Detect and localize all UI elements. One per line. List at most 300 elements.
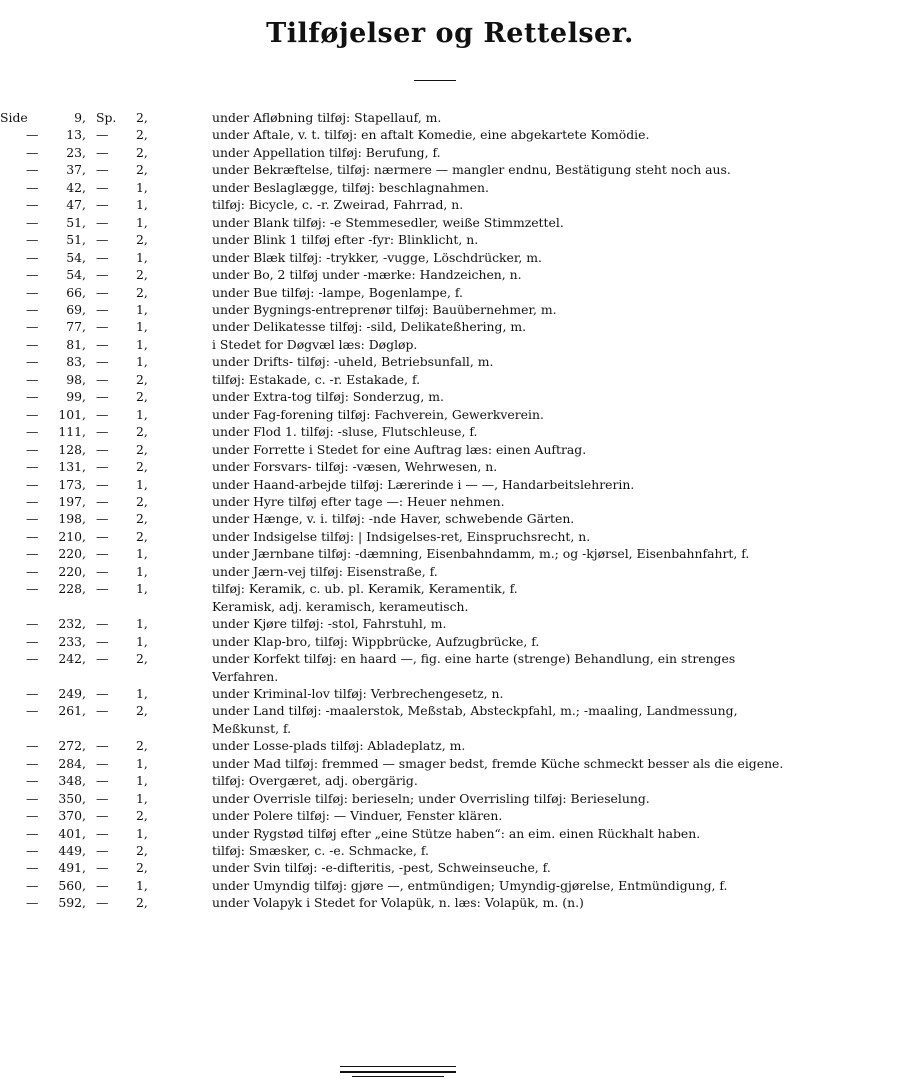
column-number: 2, bbox=[136, 651, 148, 667]
entry-text: under Bygnings-entreprenør tilføj: Bauübernehmer, m. bbox=[212, 301, 557, 317]
column-number: 2, bbox=[136, 389, 148, 405]
ditto-dash: — bbox=[26, 336, 39, 352]
page-number: 220, bbox=[58, 563, 86, 579]
ditto-dash: — bbox=[96, 843, 109, 859]
entry-row bbox=[0, 476, 895, 493]
ditto-dash: — bbox=[26, 406, 39, 422]
page-number: 272, bbox=[58, 738, 86, 754]
page-number: 261, bbox=[58, 703, 86, 719]
entry-reference bbox=[0, 266, 212, 283]
footer-ornament-rule-bottom bbox=[352, 1076, 444, 1077]
entry-continuation-line bbox=[0, 668, 895, 685]
entry-text: i Stedet for Døgvæl læs: Døgløp. bbox=[212, 336, 418, 352]
ditto-dash: — bbox=[96, 319, 109, 335]
entry-text: under Haand-arbejde tilføj: Lærerinde i — —, Handarbeitslehrerin. bbox=[212, 476, 635, 492]
page-number: 284, bbox=[58, 755, 86, 771]
column-number: 2, bbox=[136, 703, 148, 719]
page-number: 99, bbox=[66, 389, 86, 405]
entry-row bbox=[0, 458, 895, 475]
column-number: 1, bbox=[136, 406, 148, 422]
ditto-dash: — bbox=[26, 581, 39, 597]
ditto-dash: — bbox=[96, 336, 109, 352]
entry-text: under Korfekt tilføj: en haard —, fig. eine harte (strenge) Behandlung, ein strenges bbox=[212, 651, 736, 667]
entry-text: under Flod 1. tilføj: -sluse, Flutschleuse, f. bbox=[212, 424, 478, 440]
entry-row bbox=[0, 301, 895, 318]
ditto-dash: — bbox=[96, 546, 109, 562]
entry-reference bbox=[0, 196, 212, 213]
entry-reference bbox=[0, 388, 212, 405]
entry-row bbox=[0, 388, 895, 405]
ditto-dash: — bbox=[26, 476, 39, 492]
ditto-dash: — bbox=[26, 738, 39, 754]
column-number: 1, bbox=[136, 319, 148, 335]
entry-text: under Aftale, v. t. tilføj: en aftalt Komedie, eine abgekartete Komödie. bbox=[212, 127, 650, 143]
ditto-dash: — bbox=[26, 284, 39, 300]
entry-row bbox=[0, 493, 895, 510]
entry-text: under Overrisle tilføj: berieseln; under Overrisling tilføj: Berieselung. bbox=[212, 790, 650, 806]
ditto-dash: — bbox=[96, 755, 109, 771]
ditto-dash: — bbox=[26, 528, 39, 544]
page-number: 83, bbox=[66, 354, 86, 370]
entry-reference bbox=[0, 702, 212, 719]
page-number: 197, bbox=[58, 493, 86, 509]
page-number: 9, bbox=[74, 110, 86, 125]
ditto-dash: — bbox=[96, 581, 109, 597]
entry-text: under Extra-tog tilføj: Sonderzug, m. bbox=[212, 389, 444, 405]
page-number: 47, bbox=[66, 197, 86, 213]
entry-row bbox=[0, 790, 895, 807]
ditto-dash: — bbox=[96, 144, 109, 160]
column-number: 1, bbox=[136, 214, 148, 230]
ditto-dash: — bbox=[26, 790, 39, 806]
entry-text: under Jærn-vej tilføj: Eisenstraße, f. bbox=[212, 563, 438, 579]
entry-text: under Rygstød tilføj efter „eine Stütze haben“: an eim. einen Rückhalt haben. bbox=[212, 825, 701, 841]
page-title: Tilføjelser og Rettelser. bbox=[266, 18, 634, 49]
entry-reference bbox=[0, 336, 212, 353]
ditto-dash: — bbox=[96, 633, 109, 649]
ditto-dash: — bbox=[26, 825, 39, 841]
entry-row bbox=[0, 423, 895, 440]
entry-continuation-line bbox=[0, 598, 895, 615]
entry-row bbox=[0, 441, 895, 458]
column-number: 2, bbox=[136, 738, 148, 754]
column-number: 1, bbox=[136, 581, 148, 597]
column-number: 2, bbox=[136, 511, 148, 527]
ditto-dash: — bbox=[26, 371, 39, 387]
entry-text: under Afløbning tilføj: Stapellauf, m. bbox=[212, 110, 442, 125]
entry-reference bbox=[0, 179, 212, 196]
ditto-dash: — bbox=[26, 249, 39, 265]
ditto-dash: — bbox=[26, 267, 39, 283]
entry-row bbox=[0, 772, 895, 789]
entry-row bbox=[0, 196, 895, 213]
entry-text: under Drifts- tilføj: -uheld, Betriebsunfall, m. bbox=[212, 354, 494, 370]
entry-text: under Jærnbane tilføj: -dæmning, Eisenbahndamm, m.; og -kjørsel, Eisenbahnfahrt, f. bbox=[212, 546, 750, 562]
ditto-dash: — bbox=[26, 301, 39, 317]
entry-text: under Hyre tilføj efter tage —: Heuer nehmen. bbox=[212, 493, 505, 509]
ditto-dash: — bbox=[26, 232, 39, 248]
column-number: 1, bbox=[136, 179, 148, 195]
page-number: 449, bbox=[58, 843, 86, 859]
entry-row bbox=[0, 615, 895, 632]
entry-row bbox=[0, 510, 895, 527]
ditto-dash: — bbox=[96, 476, 109, 492]
entry-row bbox=[0, 877, 895, 894]
column-number: 1, bbox=[136, 877, 148, 893]
column-number: 2, bbox=[136, 144, 148, 160]
ditto-dash: — bbox=[26, 459, 39, 475]
entry-continuation-line bbox=[0, 720, 895, 737]
page-number: 54, bbox=[66, 249, 86, 265]
entry-text: under Kriminal-lov tilføj: Verbrechengesetz, n. bbox=[212, 685, 504, 701]
entry-row bbox=[0, 563, 895, 580]
entry-row bbox=[0, 318, 895, 335]
entry-reference bbox=[0, 441, 212, 458]
ditto-dash: — bbox=[96, 528, 109, 544]
entry-text: under Mad tilføj: fremmed — smager bedst, fremde Küche schmeckt besser als die eigene. bbox=[212, 755, 784, 771]
ditto-dash: — bbox=[96, 127, 109, 143]
entry-text: tilføj: Bicycle, c. -r. Zweirad, Fahrrad, n. bbox=[212, 197, 464, 213]
entry-reference bbox=[0, 144, 212, 161]
entry-text: under Bekræftelse, tilføj: nærmere — mangler endnu, Bestätigung steht noch aus. bbox=[212, 162, 731, 178]
entry-reference bbox=[0, 650, 212, 667]
ditto-dash: — bbox=[96, 860, 109, 876]
page-number: 81, bbox=[66, 336, 86, 352]
column-number: 2, bbox=[136, 808, 148, 824]
entry-text: under Appellation tilføj: Berufung, f. bbox=[212, 144, 441, 160]
entry-text: under Polere tilføj: — Vinduer, Fenster klären. bbox=[212, 808, 503, 824]
entry-text: under Svin tilføj: -e-difteritis, -pest, Schweinseuche, f. bbox=[212, 860, 551, 876]
page-number: 348, bbox=[58, 773, 86, 789]
entry-reference bbox=[0, 510, 212, 527]
column-number: 1, bbox=[136, 336, 148, 352]
column-number: 1, bbox=[136, 563, 148, 579]
footer-ornament-rule-middle bbox=[340, 1071, 456, 1073]
ditto-dash: — bbox=[96, 354, 109, 370]
entry-text: under Hænge, v. i. tilføj: -nde Haver, schwebende Gärten. bbox=[212, 511, 575, 527]
entry-text: under Klap-bro, tilføj: Wippbrücke, Aufzugbrücke, f. bbox=[212, 633, 540, 649]
entry-text: Keramisk, adj. keramisch, kerameutisch. bbox=[212, 598, 469, 614]
ditto-dash: — bbox=[96, 616, 109, 632]
entry-reference bbox=[0, 825, 212, 842]
entry-row bbox=[0, 249, 895, 266]
entry-text: under Forrette i Stedet for eine Auftrag læs: einen Auftrag. bbox=[212, 441, 587, 457]
column-number: 1, bbox=[136, 755, 148, 771]
page-number: 220, bbox=[58, 546, 86, 562]
footer-ornament-rule-top bbox=[340, 1066, 456, 1067]
entry-reference bbox=[0, 859, 212, 876]
page-number: 69, bbox=[66, 301, 86, 317]
column-number: 1, bbox=[136, 790, 148, 806]
entry-reference bbox=[0, 528, 212, 545]
entry-row bbox=[0, 109, 895, 126]
entry-row bbox=[0, 755, 895, 772]
entry-reference bbox=[0, 755, 212, 772]
ditto-dash: — bbox=[26, 843, 39, 859]
entry-reference bbox=[0, 737, 212, 754]
entry-row bbox=[0, 161, 895, 178]
entry-row bbox=[0, 650, 895, 667]
entry-row bbox=[0, 371, 895, 388]
entry-text: under Bue tilføj: -lampe, Bogenlampe, f. bbox=[212, 284, 463, 300]
page-number: 592, bbox=[58, 895, 86, 911]
entry-row bbox=[0, 685, 895, 702]
entry-text: tilføj: Smæsker, c. -e. Schmacke, f. bbox=[212, 843, 429, 859]
entry-row bbox=[0, 353, 895, 370]
corrections-list bbox=[0, 109, 895, 912]
ditto-dash: — bbox=[96, 773, 109, 789]
ditto-dash: — bbox=[96, 825, 109, 841]
ditto-dash: — bbox=[96, 214, 109, 230]
page-number: 51, bbox=[66, 232, 86, 248]
entry-row bbox=[0, 633, 895, 650]
entry-reference bbox=[0, 458, 212, 475]
ditto-dash: — bbox=[96, 808, 109, 824]
entry-reference bbox=[0, 790, 212, 807]
ditto-dash: — bbox=[96, 703, 109, 719]
entry-row bbox=[0, 580, 895, 597]
entry-text: tilføj: Overgæret, adj. obergärig. bbox=[212, 773, 418, 789]
ditto-dash: — bbox=[96, 267, 109, 283]
entry-reference bbox=[0, 476, 212, 493]
entry-row bbox=[0, 406, 895, 423]
ditto-dash: — bbox=[26, 546, 39, 562]
ditto-dash: — bbox=[96, 249, 109, 265]
ditto-dash: — bbox=[26, 685, 39, 701]
ditto-dash: — bbox=[26, 127, 39, 143]
entry-row bbox=[0, 214, 895, 231]
entry-text: tilføj: Estakade, c. -r. Estakade, f. bbox=[212, 371, 421, 387]
entry-reference bbox=[0, 685, 212, 702]
ditto-dash: — bbox=[26, 703, 39, 719]
ditto-dash: — bbox=[96, 441, 109, 457]
ditto-dash: — bbox=[96, 284, 109, 300]
entry-row bbox=[0, 737, 895, 754]
ditto-dash: — bbox=[26, 808, 39, 824]
column-number: 2, bbox=[136, 284, 148, 300]
column-number: 2, bbox=[136, 843, 148, 859]
entry-text: under Losse-plads tilføj: Abladeplatz, m. bbox=[212, 738, 466, 754]
entry-text: under Volapyk i Stedet for Volapük, n. læs: Volapük, m. (n.) bbox=[212, 895, 584, 911]
entry-row bbox=[0, 179, 895, 196]
entry-text: under Indsigelse tilføj: | Indsigelses-ret, Einspruchsrecht, n. bbox=[212, 528, 591, 544]
entry-reference bbox=[0, 109, 212, 126]
entry-row bbox=[0, 266, 895, 283]
ditto-dash: — bbox=[26, 162, 39, 178]
ditto-dash: — bbox=[96, 738, 109, 754]
column-number: 1, bbox=[136, 825, 148, 841]
ditto-dash: — bbox=[26, 755, 39, 771]
column-number: 2, bbox=[136, 493, 148, 509]
entry-row bbox=[0, 859, 895, 876]
ditto-dash: — bbox=[96, 301, 109, 317]
entry-reference bbox=[0, 807, 212, 824]
entry-row bbox=[0, 825, 895, 842]
page-number: 198, bbox=[58, 511, 86, 527]
entry-reference bbox=[0, 545, 212, 562]
ditto-dash: — bbox=[26, 354, 39, 370]
entry-row bbox=[0, 336, 895, 353]
column-number: 2, bbox=[136, 127, 148, 143]
ditto-dash: — bbox=[26, 389, 39, 405]
ditto-dash: — bbox=[26, 651, 39, 667]
entry-row bbox=[0, 528, 895, 545]
column-number: 1, bbox=[136, 354, 148, 370]
column-number: 1, bbox=[136, 773, 148, 789]
column-number: 2, bbox=[136, 459, 148, 475]
title-divider bbox=[414, 80, 456, 81]
column-number: 1, bbox=[136, 546, 148, 562]
page-number: 370, bbox=[58, 808, 86, 824]
entry-text: under Fag-forening tilføj: Fachverein, Gewerkverein. bbox=[212, 406, 544, 422]
column-number: 1, bbox=[136, 301, 148, 317]
entry-reference bbox=[0, 214, 212, 231]
column-number: 2, bbox=[136, 895, 148, 911]
column-number: 1, bbox=[136, 633, 148, 649]
entry-text: under Kjøre tilføj: -stol, Fahrstuhl, m. bbox=[212, 616, 447, 632]
entry-row bbox=[0, 126, 895, 143]
column-number: 1, bbox=[136, 476, 148, 492]
column-number: 2, bbox=[136, 232, 148, 248]
column-number: 2, bbox=[136, 860, 148, 876]
page-number: 210, bbox=[58, 528, 86, 544]
ditto-dash: — bbox=[26, 441, 39, 457]
entry-text: under Delikatesse tilføj: -sild, Delikateßhering, m. bbox=[212, 319, 527, 335]
entry-text: under Bo, 2 tilføj under -mærke: Handzeichen, n. bbox=[212, 267, 522, 283]
ditto-dash: — bbox=[26, 895, 39, 911]
page-number: 98, bbox=[66, 371, 86, 387]
entry-reference bbox=[0, 353, 212, 370]
page-number: 128, bbox=[58, 441, 86, 457]
entry-text: Meßkunst, f. bbox=[212, 720, 292, 736]
entry-reference bbox=[0, 231, 212, 248]
column-number: 2, bbox=[136, 110, 148, 125]
entry-text: under Forsvars- tilføj: -væsen, Wehrwesen, n. bbox=[212, 459, 498, 475]
ditto-dash: — bbox=[26, 633, 39, 649]
ditto-dash: — bbox=[96, 389, 109, 405]
entry-reference bbox=[0, 161, 212, 178]
ditto-dash: — bbox=[96, 459, 109, 475]
page-number: 77, bbox=[66, 319, 86, 335]
ditto-dash: — bbox=[26, 197, 39, 213]
entry-text: under Blæk tilføj: -trykker, -vugge, Löschdrücker, m. bbox=[212, 249, 542, 265]
entry-reference bbox=[0, 406, 212, 423]
page-number: 228, bbox=[58, 581, 86, 597]
ditto-dash: — bbox=[26, 144, 39, 160]
entry-reference bbox=[0, 633, 212, 650]
ditto-dash: — bbox=[26, 877, 39, 893]
ditto-dash: — bbox=[26, 563, 39, 579]
entry-text: under Blank tilføj: -e Stemmesedler, weiße Stimmzettel. bbox=[212, 214, 564, 230]
entry-text: under Blink 1 tilføj efter -fyr: Blinklicht, n. bbox=[212, 232, 479, 248]
entry-reference bbox=[0, 772, 212, 789]
entry-row bbox=[0, 144, 895, 161]
page-number: 101, bbox=[58, 406, 86, 422]
ditto-dash: — bbox=[96, 371, 109, 387]
page-number: 66, bbox=[66, 284, 86, 300]
entry-reference bbox=[0, 249, 212, 266]
entry-row bbox=[0, 807, 895, 824]
page-number: 173, bbox=[58, 476, 86, 492]
ditto-dash: — bbox=[96, 179, 109, 195]
ditto-dash: — bbox=[26, 424, 39, 440]
ditto-dash: — bbox=[26, 179, 39, 195]
entry-reference bbox=[0, 580, 212, 597]
page-number: 249, bbox=[58, 685, 86, 701]
ditto-dash: — bbox=[96, 511, 109, 527]
page-number: 37, bbox=[66, 162, 86, 178]
column-number: 2, bbox=[136, 371, 148, 387]
entry-reference bbox=[0, 877, 212, 894]
column-number: 1, bbox=[136, 616, 148, 632]
page-number: 242, bbox=[58, 651, 86, 667]
column-number: 1, bbox=[136, 249, 148, 265]
page-number: 51, bbox=[66, 214, 86, 230]
page-number: 13, bbox=[66, 127, 86, 143]
entry-reference bbox=[0, 126, 212, 143]
column-number: 2, bbox=[136, 162, 148, 178]
ditto-dash: — bbox=[96, 790, 109, 806]
entry-row bbox=[0, 842, 895, 859]
page-number: 111, bbox=[58, 424, 86, 440]
entry-reference bbox=[0, 318, 212, 335]
entry-text: under Beslaglægge, tilføj: beschlagnahmen. bbox=[212, 179, 489, 195]
ditto-dash: — bbox=[96, 493, 109, 509]
page-number: 54, bbox=[66, 267, 86, 283]
entry-reference bbox=[0, 423, 212, 440]
column-number: 1, bbox=[136, 685, 148, 701]
page-number: 560, bbox=[58, 877, 86, 893]
page-number: 491, bbox=[58, 860, 86, 876]
ditto-dash: — bbox=[96, 162, 109, 178]
entry-text: under Umyndig tilføj: gjøre —, entmündigen; Umyndig-gjørelse, Entmündigung, f. bbox=[212, 877, 728, 893]
column-number: 2, bbox=[136, 528, 148, 544]
column-number: 2, bbox=[136, 441, 148, 457]
page-number: 232, bbox=[58, 616, 86, 632]
ditto-dash: — bbox=[96, 651, 109, 667]
side-label: Side bbox=[0, 110, 28, 125]
ditto-dash: — bbox=[26, 511, 39, 527]
page-number: 401, bbox=[58, 825, 86, 841]
entry-text: under Land tilføj: -maalerstok, Meßstab, Absteckpfahl, m.; -maaling, Landmessung, bbox=[212, 703, 738, 719]
entry-row bbox=[0, 545, 895, 562]
ditto-dash: — bbox=[96, 424, 109, 440]
entry-text: tilføj: Keramik, c. ub. pl. Keramik, Keramentik, f. bbox=[212, 581, 518, 597]
entry-reference bbox=[0, 493, 212, 510]
page-number: 23, bbox=[66, 144, 86, 160]
ditto-dash: — bbox=[26, 319, 39, 335]
ditto-dash: — bbox=[96, 197, 109, 213]
page-number: 350, bbox=[58, 790, 86, 806]
sp-label: Sp. bbox=[96, 110, 117, 125]
ditto-dash: — bbox=[96, 685, 109, 701]
ditto-dash: — bbox=[96, 232, 109, 248]
entry-reference bbox=[0, 284, 212, 301]
ditto-dash: — bbox=[26, 773, 39, 789]
ditto-dash: — bbox=[96, 895, 109, 911]
ditto-dash: — bbox=[96, 406, 109, 422]
ditto-dash: — bbox=[96, 877, 109, 893]
entry-reference bbox=[0, 371, 212, 388]
entry-reference bbox=[0, 842, 212, 859]
entry-reference bbox=[0, 563, 212, 580]
entry-reference bbox=[0, 615, 212, 632]
entry-reference bbox=[0, 894, 212, 911]
entry-row bbox=[0, 284, 895, 301]
ditto-dash: — bbox=[26, 860, 39, 876]
entry-reference bbox=[0, 301, 212, 318]
page-number: 42, bbox=[66, 179, 86, 195]
